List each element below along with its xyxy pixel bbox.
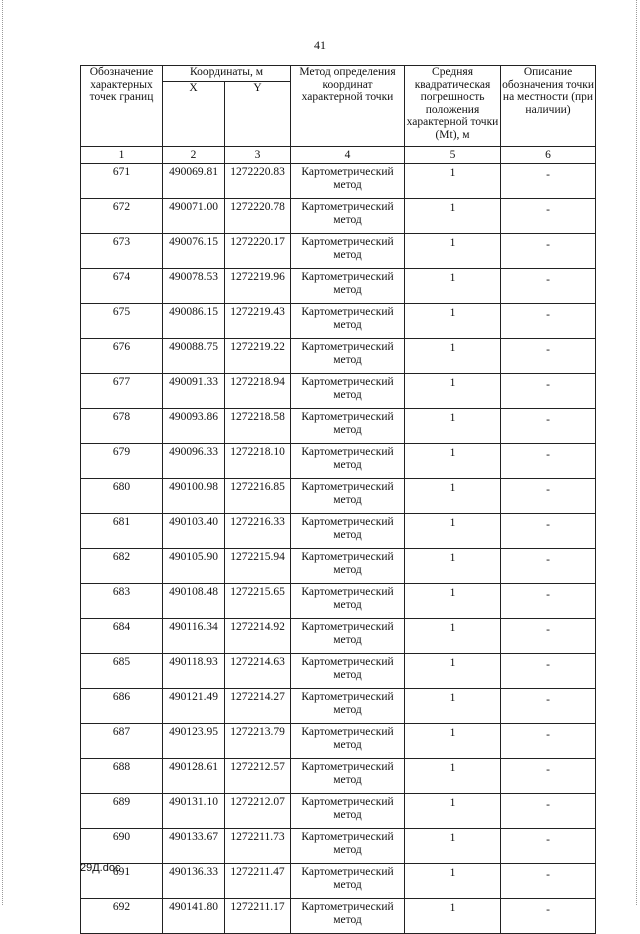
- point-id: 673: [81, 234, 163, 269]
- description: -: [501, 514, 596, 549]
- method: Картометрический метод: [291, 234, 405, 269]
- mean-error: 1: [405, 479, 501, 514]
- point-id: 687: [81, 724, 163, 759]
- point-id: 689: [81, 794, 163, 829]
- column-number: 2: [163, 147, 225, 164]
- coord-x: 490069.81: [163, 164, 225, 199]
- method: Картометрический метод: [291, 374, 405, 409]
- coord-y: 1272216.33: [225, 514, 291, 549]
- coord-y: 1272215.65: [225, 584, 291, 619]
- method: Картометрический метод: [291, 549, 405, 584]
- coord-x: 490123.95: [163, 724, 225, 759]
- mean-error: 1: [405, 724, 501, 759]
- coord-y: 1272220.17: [225, 234, 291, 269]
- mean-error: 1: [405, 549, 501, 584]
- table-row: [81, 409, 596, 444]
- method: Картометрический метод: [291, 479, 405, 514]
- point-id: 692: [81, 899, 163, 934]
- table-row: [81, 234, 596, 269]
- method: Картометрический метод: [291, 409, 405, 444]
- point-id: 678: [81, 409, 163, 444]
- point-id: 688: [81, 759, 163, 794]
- point-id: 685: [81, 654, 163, 689]
- coord-x: 490141.80: [163, 899, 225, 934]
- coord-y: 1272218.94: [225, 374, 291, 409]
- header-point-designation: Обозначение характерных точек границ: [81, 66, 163, 147]
- header-y: Y: [225, 82, 291, 147]
- description: -: [501, 269, 596, 304]
- method: Картометрический метод: [291, 444, 405, 479]
- mean-error: 1: [405, 234, 501, 269]
- table-row: [81, 339, 596, 374]
- mean-error: 1: [405, 199, 501, 234]
- description: -: [501, 654, 596, 689]
- coord-y: 1272212.57: [225, 759, 291, 794]
- description: -: [501, 479, 596, 514]
- scan-edge-left: [2, 0, 4, 905]
- point-id: 683: [81, 584, 163, 619]
- method: Картометрический метод: [291, 794, 405, 829]
- point-id: 676: [81, 339, 163, 374]
- mean-error: 1: [405, 374, 501, 409]
- coord-x: 490128.61: [163, 759, 225, 794]
- method: Картометрический метод: [291, 829, 405, 864]
- method: Картометрический метод: [291, 164, 405, 199]
- coord-x: 490100.98: [163, 479, 225, 514]
- table-row: [81, 514, 596, 549]
- table-row: [81, 689, 596, 724]
- description: -: [501, 829, 596, 864]
- coord-x: 490093.86: [163, 409, 225, 444]
- description: -: [501, 409, 596, 444]
- coord-x: 490103.40: [163, 514, 225, 549]
- description: -: [501, 864, 596, 899]
- column-number: 5: [405, 147, 501, 164]
- coord-y: 1272211.47: [225, 864, 291, 899]
- method: Картометрический метод: [291, 514, 405, 549]
- coord-y: 1272213.79: [225, 724, 291, 759]
- table-row: [81, 479, 596, 514]
- coord-x: 490076.15: [163, 234, 225, 269]
- description: -: [501, 374, 596, 409]
- point-id: 672: [81, 199, 163, 234]
- method: Картометрический метод: [291, 304, 405, 339]
- table-row: [81, 549, 596, 584]
- table-row: [81, 444, 596, 479]
- description: -: [501, 724, 596, 759]
- point-id: 675: [81, 304, 163, 339]
- description: -: [501, 549, 596, 584]
- header-coordinates: Координаты, м: [163, 66, 291, 82]
- mean-error: 1: [405, 899, 501, 934]
- table-row: [81, 304, 596, 339]
- description: -: [501, 199, 596, 234]
- point-id: 690: [81, 829, 163, 864]
- description: -: [501, 339, 596, 374]
- table-row: [81, 899, 596, 934]
- point-id: 686: [81, 689, 163, 724]
- method: Картометрический метод: [291, 199, 405, 234]
- coord-x: 490118.93: [163, 654, 225, 689]
- column-number: 4: [291, 147, 405, 164]
- header-description: Описание обозначения точки на местности (при наличии): [501, 66, 596, 147]
- table-row: [81, 584, 596, 619]
- coord-x: 490116.34: [163, 619, 225, 654]
- coord-y: 1272211.17: [225, 899, 291, 934]
- coord-x: 490133.67: [163, 829, 225, 864]
- coord-x: 490078.53: [163, 269, 225, 304]
- coord-y: 1272214.27: [225, 689, 291, 724]
- mean-error: 1: [405, 584, 501, 619]
- mean-error: 1: [405, 619, 501, 654]
- method: Картометрический метод: [291, 339, 405, 374]
- coord-y: 1272214.92: [225, 619, 291, 654]
- table-row: [81, 619, 596, 654]
- method: Картометрический метод: [291, 584, 405, 619]
- coord-x: 490091.33: [163, 374, 225, 409]
- coord-y: 1272218.10: [225, 444, 291, 479]
- description: -: [501, 304, 596, 339]
- table-row: [81, 269, 596, 304]
- table-row: [81, 654, 596, 689]
- point-id: 671: [81, 164, 163, 199]
- table-row: [81, 199, 596, 234]
- point-id: 679: [81, 444, 163, 479]
- mean-error: 1: [405, 409, 501, 444]
- coord-y: 1272219.22: [225, 339, 291, 374]
- table-row: [81, 759, 596, 794]
- point-id: 682: [81, 549, 163, 584]
- coord-x: 490121.49: [163, 689, 225, 724]
- coord-y: 1272215.94: [225, 549, 291, 584]
- header-mean-error: Средняя квадратическая погрешность положения характерной точки (Mt), м: [405, 66, 501, 147]
- coordinates-table: [80, 65, 596, 934]
- method: Картометрический метод: [291, 654, 405, 689]
- description: -: [501, 444, 596, 479]
- mean-error: 1: [405, 759, 501, 794]
- coord-y: 1272219.43: [225, 304, 291, 339]
- mean-error: 1: [405, 304, 501, 339]
- point-id: 684: [81, 619, 163, 654]
- coord-x: 490105.90: [163, 549, 225, 584]
- coord-y: 1272216.85: [225, 479, 291, 514]
- coord-x: 490136.33: [163, 864, 225, 899]
- method: Картометрический метод: [291, 759, 405, 794]
- description: -: [501, 164, 596, 199]
- description: -: [501, 619, 596, 654]
- mean-error: 1: [405, 654, 501, 689]
- coord-x: 490108.48: [163, 584, 225, 619]
- description: -: [501, 899, 596, 934]
- method: Картометрический метод: [291, 269, 405, 304]
- scan-edge-right: [636, 0, 638, 905]
- coord-x: 490088.75: [163, 339, 225, 374]
- mean-error: 1: [405, 864, 501, 899]
- point-id: 680: [81, 479, 163, 514]
- coord-y: 1272214.63: [225, 654, 291, 689]
- method: Картометрический метод: [291, 864, 405, 899]
- point-id: 674: [81, 269, 163, 304]
- table-row: [81, 724, 596, 759]
- description: -: [501, 689, 596, 724]
- mean-error: 1: [405, 164, 501, 199]
- method: Картометрический метод: [291, 619, 405, 654]
- table-row: [81, 794, 596, 829]
- mean-error: 1: [405, 829, 501, 864]
- column-number: 6: [501, 147, 596, 164]
- column-number: 3: [225, 147, 291, 164]
- description: -: [501, 234, 596, 269]
- method: Картометрический метод: [291, 899, 405, 934]
- column-number-row: [81, 147, 596, 164]
- description: -: [501, 759, 596, 794]
- coord-y: 1272219.96: [225, 269, 291, 304]
- coord-x: 490131.10: [163, 794, 225, 829]
- mean-error: 1: [405, 794, 501, 829]
- method: Картометрический метод: [291, 724, 405, 759]
- method: Картометрический метод: [291, 689, 405, 724]
- page-number: 41: [314, 38, 326, 52]
- coord-y: 1272218.58: [225, 409, 291, 444]
- coord-x: 490086.15: [163, 304, 225, 339]
- coord-x: 490096.33: [163, 444, 225, 479]
- mean-error: 1: [405, 339, 501, 374]
- table-row: [81, 164, 596, 199]
- point-id: 691: [81, 864, 163, 899]
- coord-y: 1272212.07: [225, 794, 291, 829]
- coord-y: 1272211.73: [225, 829, 291, 864]
- description: -: [501, 584, 596, 619]
- description: -: [501, 794, 596, 829]
- coord-y: 1272220.83: [225, 164, 291, 199]
- coord-y: 1272220.78: [225, 199, 291, 234]
- header-x: X: [163, 82, 225, 147]
- table-row: [81, 864, 596, 899]
- column-number: 1: [81, 147, 163, 164]
- header-method: Метод определения координат характерной точки: [291, 66, 405, 147]
- table-body: [81, 164, 596, 934]
- file-name-footer: 29Д.doc: [80, 862, 121, 874]
- mean-error: 1: [405, 269, 501, 304]
- point-id: 677: [81, 374, 163, 409]
- table-row: [81, 374, 596, 409]
- mean-error: 1: [405, 514, 501, 549]
- table-row: [81, 829, 596, 864]
- mean-error: 1: [405, 444, 501, 479]
- point-id: 681: [81, 514, 163, 549]
- mean-error: 1: [405, 689, 501, 724]
- coord-x: 490071.00: [163, 199, 225, 234]
